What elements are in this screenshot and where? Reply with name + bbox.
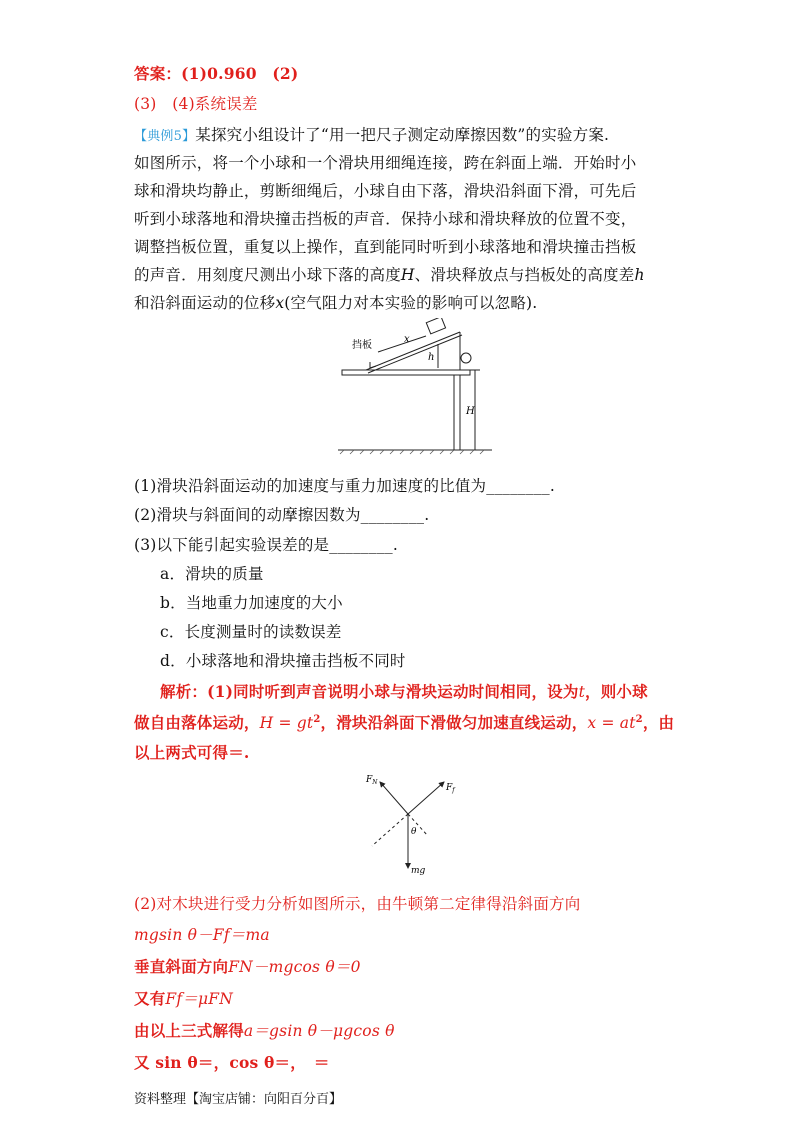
H-label: H [466,406,475,417]
analysis-line-2 [134,711,674,733]
example-line-7 [134,291,537,313]
var-x: x [275,294,285,312]
slider-block [426,318,445,334]
question-2: (2)滑块与斜面间的动摩擦因数为________. [134,506,430,524]
example-line-5: 调整挡板位置，重复以上操作，直到能同时听到小球落地和滑块撞击挡板 [134,238,637,256]
example-line-6-a: 的声音．用刻度尺测出小球下落的高度 [134,266,401,284]
analysis-line-1-a: 解析：(1)同时听到声音说明小球与滑块运动时间相同，设为 [160,682,579,701]
answer-line-2: (3) (4)系统误差 [134,95,258,113]
analysis2-line-4 [134,987,233,1009]
baffle-label: 挡板 [352,340,372,351]
analysis2-line-3 [134,955,361,977]
analysis-line-3: 以上两式可得＝. [134,743,250,762]
analysis2-line-5-a: 由以上三式解得 [134,1021,244,1040]
force-diagram [356,770,466,882]
eq-along-incline: mgsin θ－Ff＝ma [134,926,270,944]
Ff-arrow [408,782,444,814]
question-3: (3)以下能引起实验误差的是________. [134,536,398,554]
analysis-line-2-c: ，由 [642,713,675,732]
h-label: h [428,352,435,363]
example-tag: 【典例5】 [134,129,196,144]
answer-line-1: 答案：(1)0.960 (2) [134,64,299,83]
baffle [370,362,376,368]
pulley [461,353,471,363]
example-line-3: 球和滑块均静止，剪断细绳后，小球自由下落，滑块沿斜面下滑，可先后 [134,182,637,200]
analysis2-line-6: 又 sin θ＝，cos θ＝， ＝ [134,1053,330,1072]
eq-solution: a＝gsin θ－μgcos θ [243,1022,395,1040]
example-line-4: 听到小球落地和滑块撞击挡板的声音．保持小球和滑块释放的位置不变， [134,210,637,228]
Ff-label: $F_f$ [446,783,455,794]
option-d: d．小球落地和滑块撞击挡板不同时 [160,652,406,670]
option-a: a．滑块的质量 [160,565,264,583]
option-c: c．长度测量时的读数误差 [160,623,342,641]
theta-label: θ [411,827,417,837]
analysis-line-2-b: ，滑块沿斜面下滑做匀加速直线运动， [320,713,588,732]
analysis2-line-4-a: 又有 [134,989,166,1008]
mg-label: mg [411,866,426,876]
example-text-1: 某探究小组设计了“用一把尺子测定动摩擦因数”的实验方案. [195,126,610,144]
analysis-line-2-a: 做自由落体运动， [134,713,260,732]
var-t: t [578,683,585,701]
incline-apparatus-figure [330,318,500,458]
sup-2-b: 2 [635,714,643,725]
example-line-7-a: 和沿斜面运动的位移 [134,294,276,312]
x-label: x [404,334,410,345]
analysis-line-1-end: ，则小球 [585,682,648,701]
analysis-line-1 [160,680,648,702]
eq-H-gt2: H = gt [259,714,314,732]
analysis2-line-1: (2)对木块进行受力分析如图所示，由牛顿第二定律得沿斜面方向 [134,895,581,913]
footer-source: 资料整理【淘宝店铺：向阳百分百】 [134,1092,343,1107]
analysis2-line-5 [134,1019,395,1041]
analysis2-line-2 [134,923,270,945]
example-line-2: 如图所示，将一个小球和一个滑块用细绳连接，跨在斜面上端．开始时小 [134,154,637,172]
FN-label: $F_N$ [366,775,378,786]
eq-friction: Ff＝μFN [165,990,233,1008]
example-line-6 [134,263,645,285]
var-H: H [400,266,415,284]
table-top [342,370,470,375]
eq-x-at2: x = at [587,714,636,732]
question-1: (1)滑块沿斜面运动的加速度与重力加速度的比值为________. [134,477,555,495]
example-line-7-b: (空气阻力对本实验的影响可以忽略). [284,294,538,312]
example-line-1 [134,123,609,145]
var-h: h [634,266,645,284]
option-b: b．当地重力加速度的大小 [160,594,343,612]
eq-normal: FN－mgcos θ＝0 [228,958,361,976]
example-line-6-b: 、滑块释放点与挡板处的高度差 [414,266,635,284]
FN-arrow [380,782,408,814]
dashed-incline [372,814,408,846]
analysis2-line-3-a: 垂直斜面方向 [134,957,229,976]
sup-2-a: 2 [313,714,321,725]
